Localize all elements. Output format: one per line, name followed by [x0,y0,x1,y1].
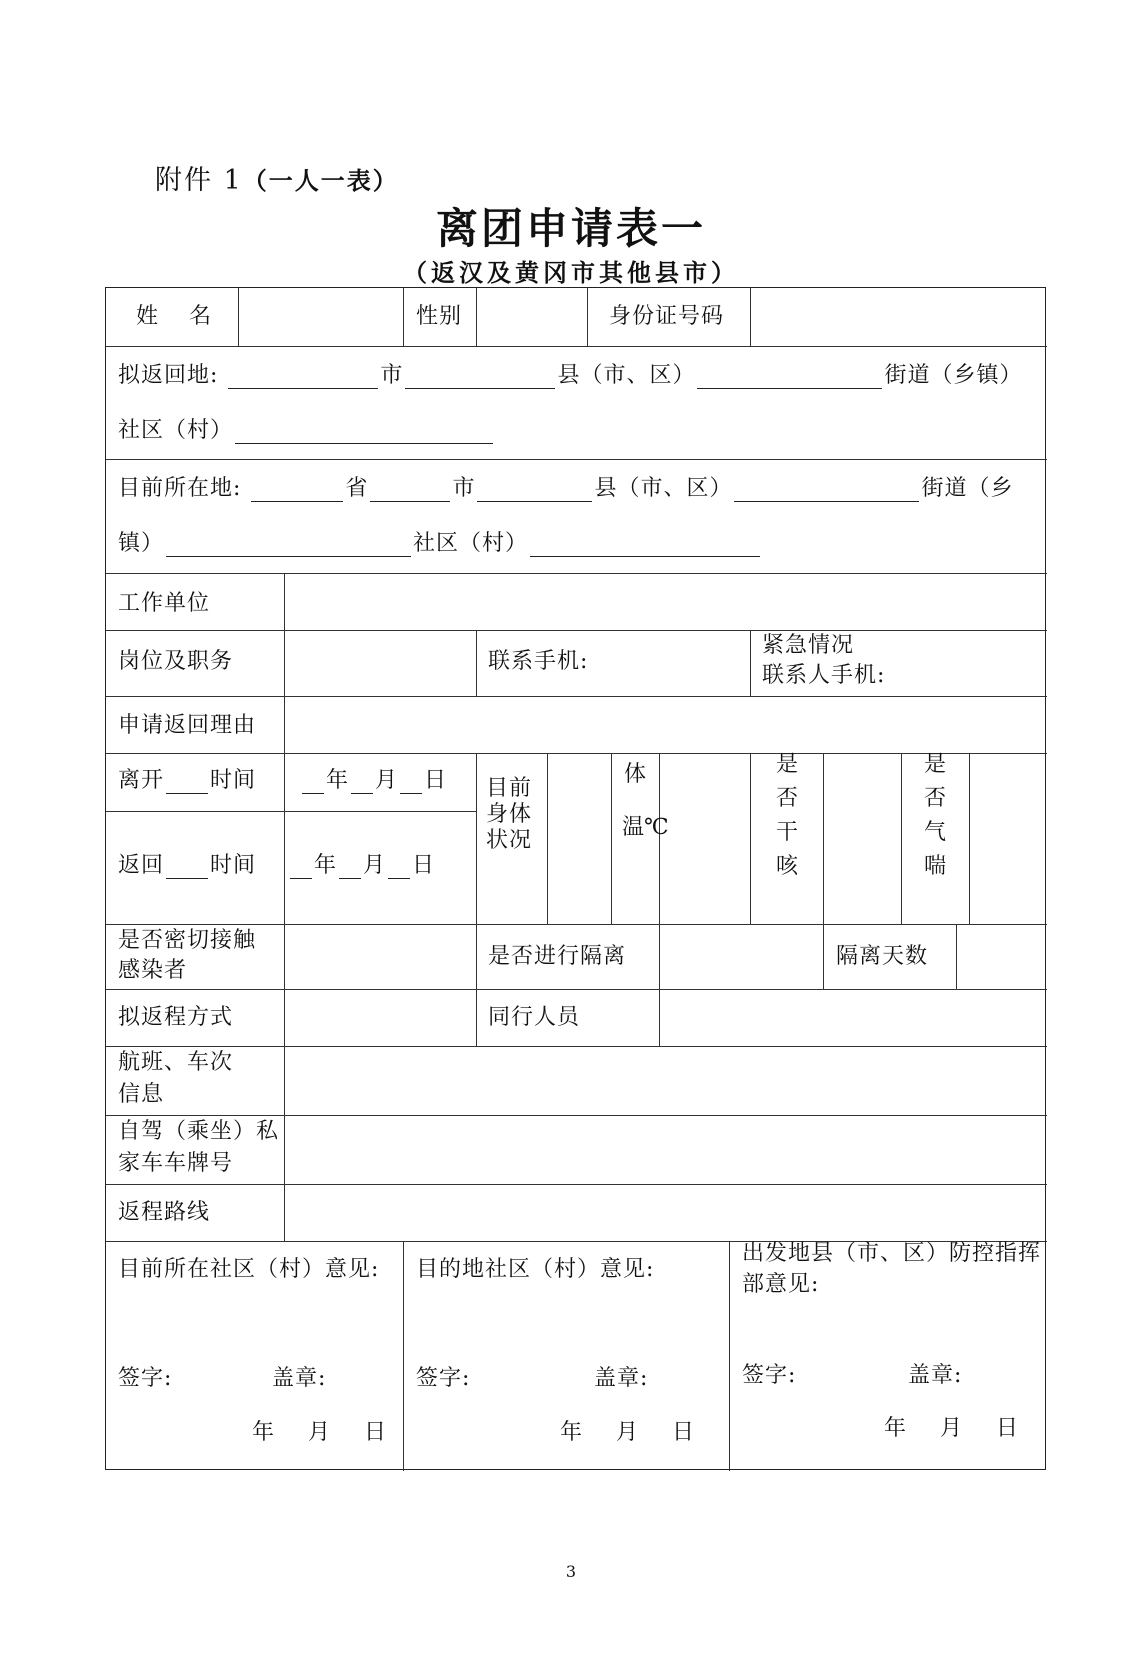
row-divider [106,989,1047,990]
col-divider [476,753,477,989]
col-divider [969,753,970,924]
row-divider [106,696,1047,697]
return-time-label: 返回 时间 [118,853,257,878]
col-divider [611,753,612,924]
row-divider [106,924,1047,925]
col-divider [284,573,285,1241]
col-divider [659,753,660,989]
col-divider [956,924,957,989]
current-community-field[interactable] [530,534,760,557]
current-city-field[interactable] [370,479,450,502]
flight-info-label-2: 信息 [118,1082,165,1107]
emergency-phone-label: 联系人手机: [762,663,886,688]
leave-time-label: 离开 时间 [118,768,257,793]
temperature-label: 体温℃ [622,762,669,840]
date-label: 年 月 日 [884,1416,1025,1441]
application-form [105,287,1046,1470]
sign-label: 签字: [118,1366,173,1391]
row-divider [106,811,476,812]
col-divider [238,288,239,346]
row-divider [106,1046,1047,1047]
col-divider [659,989,660,1046]
col-divider [750,630,751,696]
opinion-hq-label-2: 部意见: [742,1272,820,1297]
name-label: 姓 名 [136,304,223,329]
return-county-field[interactable] [405,366,555,389]
return-street-field[interactable] [697,366,882,389]
sign-label: 签字: [416,1366,471,1391]
page-title: 离团申请表一 [435,204,706,253]
row-divider [106,753,1047,754]
attachment-label: 附件 1（一人一表） [155,165,399,196]
date-label: 年 月 日 [560,1420,701,1445]
col-divider [729,1241,730,1471]
seal-label: 盖章: [594,1366,649,1391]
col-divider [750,753,751,924]
health-label-3: 状况 [486,828,533,853]
col-divider [901,753,902,924]
col-divider [547,753,548,924]
leave-date-field[interactable]: 年 月 日 [300,768,447,794]
attachment-note: （一人一表） [242,167,399,195]
close-contact-label-1: 是否密切接触 [118,928,257,953]
quarantine-label: 是否进行隔离 [488,944,627,969]
work-unit-label: 工作单位 [118,591,211,616]
route-label: 返程路线 [118,1200,211,1225]
return-place-line: 拟返回地: 市 县（市、区） 街道（乡镇） [118,363,1023,388]
row-divider [106,573,1047,574]
health-label-2: 身体 [486,802,533,827]
current-province-field[interactable] [251,479,343,502]
dry-cough-label: 是否干咳 [775,752,798,879]
return-date-field[interactable]: 年 月 日 [288,853,435,879]
opinion-hq-label-1: 出发地县（市、区）防控指挥 [742,1241,1042,1266]
page-number: 3 [565,1562,577,1581]
col-divider [587,288,588,346]
current-place-line: 目前所在地: 省 市 县（市、区） 街道（乡 [118,476,1014,501]
car-plate-label-2: 家车车牌号 [118,1151,234,1176]
date-label: 年 月 日 [252,1420,393,1445]
return-community-field[interactable] [235,421,493,444]
close-contact-label-2: 感染者 [118,958,188,983]
row-divider [106,346,1047,347]
companions-label: 同行人员 [488,1005,581,1030]
position-label: 岗位及职务 [118,649,234,674]
flight-info-label-1: 航班、车次 [118,1050,234,1075]
col-divider [403,1241,404,1471]
sign-label: 签字: [742,1363,797,1388]
row-divider [106,630,1047,631]
reason-label: 申请返回理由 [118,713,257,738]
seal-label: 盖章: [272,1366,327,1391]
current-town-field[interactable] [166,534,411,557]
return-community-line: 社区（村） [118,418,495,444]
wheeze-label: 是否气喘 [923,752,946,879]
transport-label: 拟返程方式 [118,1005,234,1030]
opinion-destination-label: 目的地社区（村）意见: [416,1257,655,1282]
id-number-label: 身份证号码 [609,304,725,329]
col-divider [476,288,477,346]
emergency-label: 紧急情况 [762,633,855,658]
opinion-current-label: 目前所在社区（村）意见: [118,1257,380,1282]
col-divider [476,630,477,696]
phone-label: 联系手机: [488,649,589,674]
car-plate-label-1: 自驾（乘坐）私 [118,1119,280,1144]
current-town-line: 镇） 社区（村） [118,531,762,557]
col-divider [476,989,477,1046]
col-divider [750,288,751,346]
col-divider [403,288,404,346]
current-street-field[interactable] [734,479,919,502]
quarantine-days-label: 隔离天数 [836,944,929,969]
col-divider [823,753,824,989]
seal-label: 盖章: [908,1363,963,1388]
current-county-field[interactable] [477,479,592,502]
row-divider [106,459,1047,460]
health-label-1: 目前 [486,776,533,801]
row-divider [106,1115,1047,1116]
return-city-field[interactable] [228,366,378,389]
row-divider [106,1184,1047,1185]
gender-label: 性别 [416,304,463,329]
page-subtitle: （返汉及黄冈市其他县市） [403,259,739,287]
